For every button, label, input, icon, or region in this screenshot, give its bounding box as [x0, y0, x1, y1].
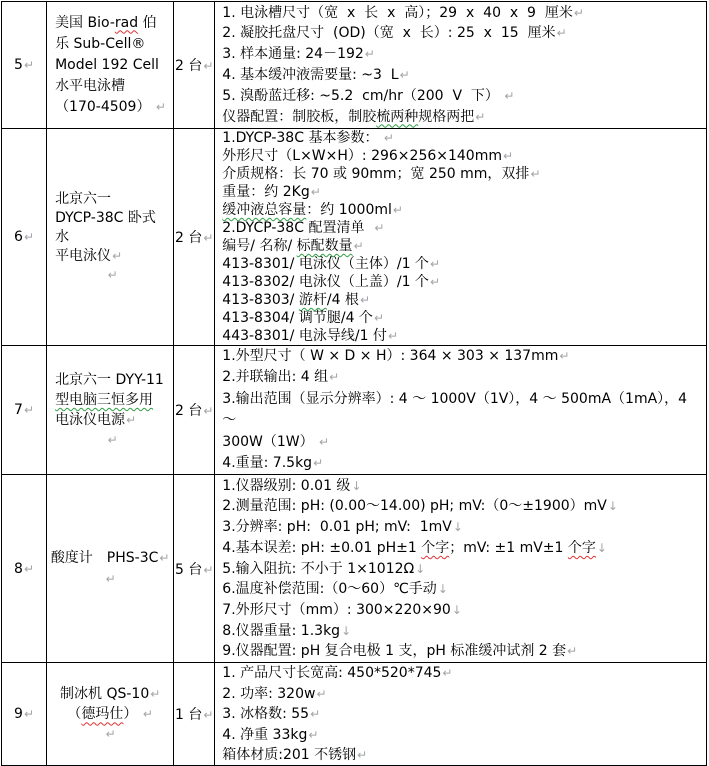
quantity-cell [174, 2, 215, 129]
row-number: 5 [14, 57, 23, 73]
text-segment: 规格两把 [418, 108, 475, 125]
quantity-value: 1 台 [175, 707, 203, 724]
paragraph-mark-icon: ↵ [442, 666, 453, 681]
paragraph-mark-icon: ↵ [112, 248, 123, 263]
row-number-cell [2, 663, 47, 766]
equipment-name-line [55, 390, 169, 410]
text-segment: 伯 [138, 14, 157, 31]
paragraph-mark-icon: ↵ [105, 727, 116, 742]
spec-line [222, 389, 703, 432]
paragraph-mark-icon: ↵ [23, 403, 35, 418]
paragraph-mark-icon: ↵ [142, 707, 153, 722]
spec-line [222, 496, 703, 517]
paragraph-mark-icon: ↵ [310, 185, 321, 199]
paragraph-mark-icon: ↵ [155, 99, 166, 114]
spec-line [222, 107, 703, 128]
table-row [2, 663, 707, 766]
line-break-mark-icon: ↓ [437, 582, 448, 597]
spec-line [222, 453, 703, 474]
line-break-mark-icon: ↓ [596, 540, 607, 555]
quantity-cell [174, 663, 215, 766]
spec-line [222, 23, 703, 44]
text-segment: 413-8301/ 电泳仪（主体）/1 个 [222, 256, 429, 272]
spec-line [222, 432, 703, 453]
text-segment: 4. 净重 33kg [222, 726, 308, 743]
text-segment: 乐 Sub-Cell® [55, 35, 146, 52]
paragraph-mark-icon: ↵ [556, 26, 567, 41]
text-segment: 9.仪器配置: pH 复合电极 1 支，pH 标准缓冲试剂 2 套 [222, 643, 567, 660]
equipment-name-line [55, 34, 169, 55]
spec-line [222, 44, 703, 65]
row-number: 7 [14, 402, 23, 419]
text-segment: 413-8302/ 电泳仪（上盖）/1 个 [222, 274, 429, 290]
equipment-name-line [55, 55, 169, 76]
equipment-name-line [55, 190, 169, 209]
paragraph-mark-icon: ↵ [475, 109, 486, 124]
paragraph-mark-icon: ↵ [359, 293, 370, 307]
spec-line [222, 725, 703, 745]
row-number-cell [2, 475, 47, 663]
text-segment: 5.输入阻抗: 不小于 1×1012Ω [222, 560, 415, 577]
paragraph-mark-icon: ↵ [429, 257, 440, 271]
text-segment: 300W（1W） [222, 433, 319, 450]
quantity-value: 2 台 [175, 58, 203, 74]
equipment-name-line [55, 410, 169, 430]
paragraph-mark-icon: ↵ [364, 47, 375, 62]
text-segment: 箱体材质:201 不锈钢 [222, 747, 357, 764]
text-segment: 仪器配置：制胶板，制胶 [222, 108, 377, 125]
quantity-value: 2 台 [175, 403, 203, 420]
empty-paragraph-line [49, 569, 171, 590]
text-segment: 3.输出范围（显示分辨率）: 4 ～ 1000V（1V），4 ～ 500mA（1mA），4 ～ [222, 390, 692, 429]
equipment-name-line [55, 13, 169, 34]
paragraph-mark-icon: ↵ [316, 686, 327, 701]
text-segment: 外形尺寸（L×W×H）: 296×256×140mm [222, 148, 502, 164]
text-segment: （170-4509） [55, 98, 155, 115]
text-segment: 3.分辨率: pH: 0.01 pH; mV: 1mV [222, 519, 452, 536]
proofing-red-underline-text: 个字 [421, 539, 450, 556]
equipment-name-line [55, 247, 169, 266]
specifications-cell [215, 475, 707, 663]
equipment-name-line [49, 704, 171, 724]
text-segment: 平电泳仪 [55, 247, 112, 264]
paragraph-mark-icon: ↵ [203, 59, 214, 73]
text-segment: ） [123, 706, 142, 723]
equipment-name-cell [47, 346, 174, 475]
spec-line [222, 255, 703, 273]
paragraph-mark-icon: ↵ [567, 644, 578, 659]
text-segment: 5. 溴酚蓝迁移: ~5.2 cm/hr（200 V 下） [222, 87, 504, 104]
spec-line [222, 476, 703, 497]
paragraph-mark-icon: ↵ [126, 413, 137, 428]
spec-line [222, 147, 703, 165]
paragraph-mark-icon: ↵ [150, 687, 161, 702]
specifications-cell [215, 346, 707, 475]
text-segment: 2. 功率: 320w [222, 685, 316, 702]
text-segment: 1. 产品尺寸长宽高: 450*520*745 [222, 665, 442, 682]
text-segment: 2.并联输出: 4 组 [222, 369, 329, 386]
paragraph-mark-icon: ↵ [429, 275, 440, 289]
text-segment: Model 192 Cell [55, 56, 159, 73]
proofing-green-underline-text: 游杆 [298, 292, 327, 308]
line-break-mark-icon: ↓ [415, 561, 426, 576]
text-segment: 2.DYCP-38C 配置清单 [222, 220, 374, 236]
quantity-cell [174, 129, 215, 346]
spec-line [222, 273, 703, 291]
empty-paragraph-line [55, 266, 169, 285]
paragraph-mark-icon: ↵ [308, 727, 319, 742]
paragraph-mark-icon: ↵ [203, 562, 214, 577]
spec-line [222, 745, 703, 765]
table-row [2, 475, 707, 663]
paragraph-mark-icon: ↵ [374, 221, 385, 235]
spec-line [222, 538, 703, 559]
spec-line [222, 559, 703, 580]
paragraph-mark-icon: ↵ [559, 349, 570, 363]
equipment-name-cell [47, 129, 174, 346]
table-row [2, 129, 707, 346]
text-segment: ；mV: ±1 mV±1 [449, 539, 568, 556]
text-segment: 8.仪器重量: 1.3kg [222, 622, 341, 639]
equipment-name-line [49, 548, 171, 569]
table-row [2, 346, 707, 475]
paragraph-mark-icon: ↵ [502, 149, 514, 163]
text-segment: 编号/ 名称/ [222, 238, 297, 254]
spec-line [222, 165, 703, 183]
paragraph-mark-icon: ↵ [573, 5, 584, 20]
specifications-cell [215, 2, 707, 129]
spec-line [222, 684, 703, 704]
spec-line [222, 704, 703, 724]
equipment-name-cell [47, 475, 174, 663]
spec-line [222, 65, 703, 86]
text-segment: 4.基本误差: pH: ±0.01 pH±1 [222, 539, 422, 556]
paragraph-mark-icon: ↵ [107, 433, 118, 448]
row-number: 8 [14, 560, 23, 577]
text-segment: 1. 电泳槽尺寸（宽 x 长 x 高）；29 x 40 x 9 厘米 [222, 4, 573, 21]
row-number-cell [2, 346, 47, 475]
spec-line [222, 579, 703, 600]
specifications-cell [215, 129, 707, 346]
paragraph-mark-icon: ↵ [530, 167, 541, 181]
paragraph-mark-icon: ↵ [23, 58, 35, 72]
text-segment: 4. 基本缓冲液需要量: ~3 L [222, 67, 399, 83]
paragraph-mark-icon: ↵ [329, 370, 340, 385]
spec-line [222, 86, 703, 107]
paragraph-mark-icon: ↵ [310, 707, 321, 722]
text-segment: DYCP-38C 卧式水 [55, 209, 156, 245]
spec-line [222, 291, 703, 309]
text-segment: 酸度计 PHS-3C [50, 549, 159, 566]
spec-line [222, 517, 703, 538]
proofing-red-underline-text: rad [114, 14, 139, 31]
paragraph-mark-icon: ↵ [23, 707, 35, 722]
spec-line [222, 346, 703, 367]
paragraph-mark-icon: ↵ [203, 404, 214, 419]
spec-line [222, 3, 703, 24]
equipment-name-cell [47, 2, 174, 129]
text-segment: 6.温度补偿范围:（0～60）℃手动 [222, 581, 437, 598]
proofing-green-underline-text: 型电脑三恒多用 [55, 392, 154, 409]
spec-line [222, 641, 703, 662]
row-number-cell [2, 129, 47, 346]
paragraph-mark-icon: ↵ [399, 68, 410, 82]
equipment-name-line [55, 370, 169, 390]
row-number: 9 [14, 706, 23, 723]
text-segment: 制冰机 QS-10 [60, 686, 150, 703]
text-segment: （ [67, 706, 82, 723]
text-segment: 443-8301/ 电泳导线/1 付 [222, 328, 387, 344]
equipment-name-cell [47, 663, 174, 766]
paragraph-mark-icon: ↵ [319, 434, 330, 449]
text-segment: 北京六一 [55, 190, 112, 207]
spec-line [222, 183, 703, 201]
spec-line [222, 327, 703, 345]
text-segment: ：约 1000ml [306, 202, 392, 218]
spec-line [222, 600, 703, 621]
text-segment: 1.仪器级别: 0.01 级 [222, 477, 351, 494]
equipment-spec-table [1, 1, 707, 766]
proofing-green-underline-text: 缓冲液总容量 [222, 202, 307, 218]
text-segment: 4.重量: 7.5kg [222, 455, 313, 472]
paragraph-mark-icon: ↵ [23, 230, 35, 244]
quantity-cell [174, 346, 215, 475]
spec-line [222, 219, 703, 237]
empty-paragraph-line [55, 430, 169, 450]
paragraph-mark-icon: ↵ [107, 267, 118, 282]
line-break-mark-icon: ↓ [351, 478, 362, 493]
paragraph-mark-icon: ↵ [357, 748, 368, 763]
paragraph-mark-icon: ↵ [105, 571, 116, 586]
text-segment: 7.外形尺寸（mm）: 300×220×90 [222, 601, 451, 618]
paragraph-mark-icon: ↵ [203, 708, 214, 723]
row-number-cell [2, 2, 47, 129]
line-break-mark-icon: ↓ [451, 602, 462, 617]
text-segment: 北京六一 DYY-11 [55, 372, 164, 389]
paragraph-mark-icon: ↵ [373, 311, 384, 325]
equipment-table-body [2, 2, 707, 766]
text-segment: 介质规格：长 70 或 90mm；宽 250 mm，双排 [222, 166, 530, 182]
text-segment: 1.DYCP-38C 基本参数： [222, 130, 383, 146]
document-page [0, 1, 709, 764]
paragraph-mark-icon: ↵ [504, 88, 515, 103]
proofing-red-underline-text: 个字 [567, 539, 596, 556]
text-segment: 2. 凝胶托盘尺寸 (OD)（宽 x 长）: 25 x 15 厘米 [222, 25, 556, 42]
spec-line [222, 237, 703, 255]
proofing-green-underline-text: 梳两种 [376, 108, 419, 125]
quantity-value: 5 台 [175, 561, 203, 578]
paragraph-mark-icon: ↵ [23, 561, 35, 576]
specifications-cell [215, 663, 707, 766]
table-row [2, 2, 707, 129]
spec-line [222, 309, 703, 327]
proofing-red-underline-text: 德玛仕 [81, 706, 124, 723]
equipment-name-line [55, 209, 169, 247]
paragraph-mark-icon: ↵ [159, 550, 170, 565]
spec-line [222, 621, 703, 642]
text-segment: 2.测量范围: pH: (0.00～14.00) pH; mV:（0～±1900）mV [222, 498, 607, 515]
text-segment: 电泳仪电源 [55, 412, 126, 429]
text-segment: 413-8303/ [222, 292, 299, 308]
text-segment: 413-8304/ 调节腿/4 个 [222, 310, 373, 326]
paragraph-mark-icon: ↵ [383, 131, 394, 145]
line-break-mark-icon: ↓ [341, 623, 352, 638]
line-break-mark-icon: ↓ [452, 520, 463, 535]
equipment-name-line [49, 684, 171, 704]
equipment-name-line [55, 97, 169, 118]
paragraph-mark-icon: ↵ [203, 231, 214, 245]
proofing-green-underline-text: 标配数量 [296, 238, 353, 254]
spec-line [222, 129, 703, 147]
paragraph-mark-icon: ↵ [353, 239, 364, 253]
text-segment: 重量：约 2Kg [222, 184, 310, 200]
paragraph-mark-icon: ↵ [387, 329, 398, 343]
quantity-cell [174, 475, 215, 663]
spec-line [222, 663, 703, 683]
quantity-value: 2 台 [175, 230, 203, 246]
text-segment: 3. 冰格数: 55 [222, 706, 310, 723]
spec-line [222, 367, 703, 388]
text-segment: 3. 样本通量: 24－192 [222, 46, 364, 63]
row-number: 6 [14, 229, 23, 245]
line-break-mark-icon: ↓ [607, 499, 618, 514]
text-segment: /4 根 [326, 292, 359, 308]
paragraph-mark-icon: ↵ [392, 203, 403, 217]
text-segment: 水平电泳槽 [55, 77, 126, 94]
equipment-name-line [55, 76, 169, 97]
spec-line [222, 201, 703, 219]
text-segment: 1.外型尺寸（ W × D × H）: 364 × 303 × 137mm [222, 348, 559, 364]
paragraph-mark-icon: ↵ [313, 456, 324, 471]
text-segment: 美国 Bio- [55, 14, 115, 31]
empty-paragraph-line [49, 724, 171, 744]
